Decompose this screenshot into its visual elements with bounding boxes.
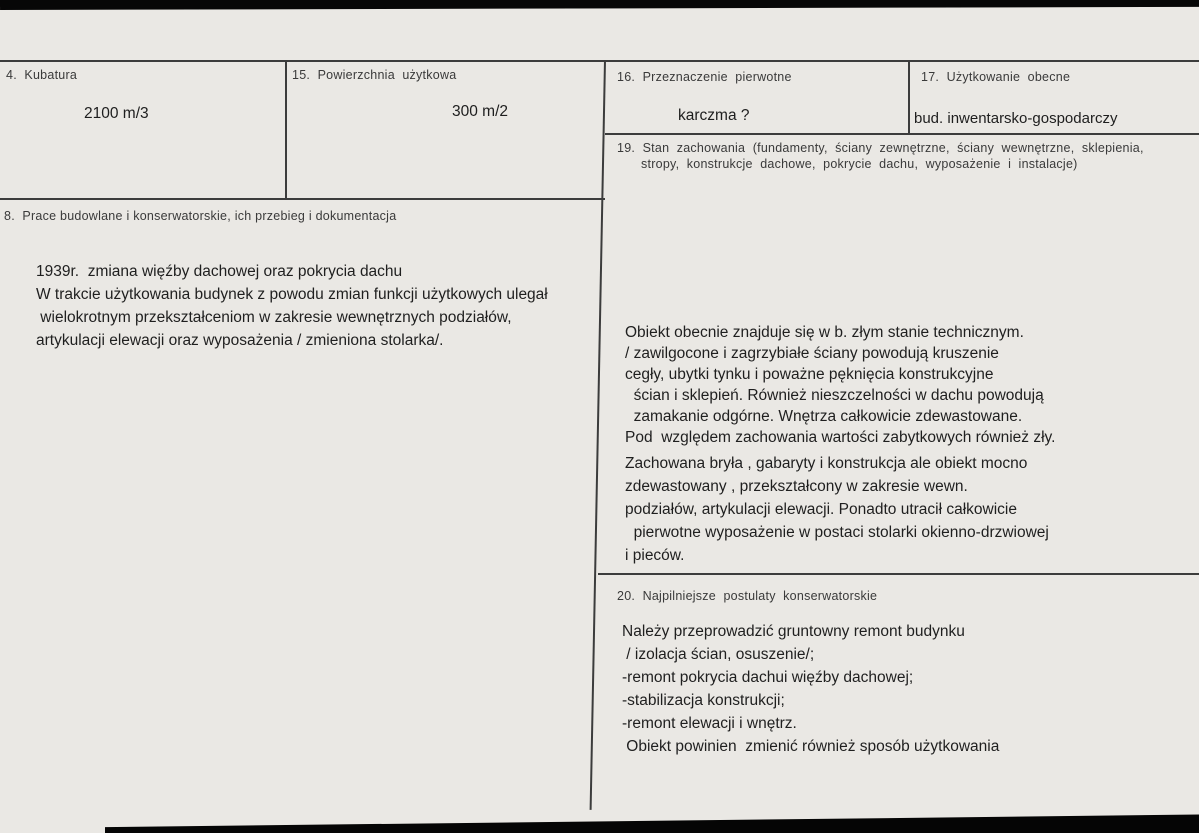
text-line: W trakcie użytkowania budynek z powodu zmian funkcji użytkowych ulegał <box>36 286 548 303</box>
text-line: i pieców. <box>625 547 685 564</box>
text-line: -remont elewacji i wnętrz. <box>622 715 797 732</box>
text-line: -stabilizacja konstrukcji; <box>622 692 785 709</box>
text-line: 1939r. zmiana więźby dachowej oraz pokrycia dachu <box>36 263 403 280</box>
text-line: Należy przeprowadzić gruntowny remont budynku <box>622 623 965 640</box>
field19-paragraph-1 <box>625 322 1055 448</box>
text-line: zdewastowany , przekształcony w zakresie wewn. <box>625 478 968 495</box>
field14-value: 2100 m/3 <box>84 105 149 122</box>
text-line: pierwotne wyposażenie w postaci stolarki okienno-drzwiowej <box>625 524 1049 541</box>
field14-label: 4. Kubatura <box>6 68 78 82</box>
rule-header-top <box>0 60 1199 62</box>
text-line: / zawilgocone i zagrzybiałe ściany powodują kruszenie <box>625 345 999 362</box>
rule-left-mid <box>0 198 605 200</box>
text-line: Obiekt obecnie znajduje się w b. złym stanie technicznym. <box>625 324 1024 341</box>
text-line: / izolacja ścian, osuszenie/; <box>622 646 815 663</box>
text-line: -remont pokrycia dachui więźby dachowej; <box>622 669 914 686</box>
field17-label: 17. Użytkowanie obecne <box>921 70 1071 84</box>
field15-value: 300 m/2 <box>452 103 509 120</box>
field18-text <box>36 260 548 352</box>
text-line: wielokrotnym przekształceniom w zakresie wewnętrznych podziałów, <box>36 309 512 326</box>
rule-right-1 <box>605 133 1199 135</box>
text-line: Zachowana bryła , gabaryty i konstrukcja ale obiekt mocno <box>625 455 1028 472</box>
field17-value: bud. inwentarsko-gospodarczy <box>914 110 1118 127</box>
scan-edge-top <box>0 0 1199 10</box>
rule-main-vertical <box>590 60 606 810</box>
text-line: Obiekt powinien zmienić również sposób użytkowania <box>622 738 1000 755</box>
field18-label: 8. Prace budowlane i konserwatorskie, ich przebieg i dokumentacja <box>4 209 397 223</box>
field19-label-line1: 19. Stan zachowania (fundamenty, ściany zewnętrzne, ściany wewnętrzne, sklepienia, <box>617 141 1144 155</box>
field16-label: 16. Przeznaczenie pierwotne <box>617 70 792 84</box>
text-line: artykulacji elewacji oraz wyposażenia / zmieniona stolarka/. <box>36 332 444 349</box>
field20-text <box>622 620 999 758</box>
field19-paragraph-2 <box>625 452 1049 567</box>
text-line: Pod względem zachowania wartości zabytkowych również zły. <box>625 429 1056 446</box>
field16-value: karczma ? <box>678 107 750 124</box>
text-line: zamakanie odgórne. Wnętrza całkowicie zdewastowane. <box>625 408 1023 425</box>
field15-label: 15. Powierzchnia użytkowa <box>292 68 457 82</box>
rule-divider-14-15 <box>285 60 287 200</box>
text-line: ścian i sklepień. Również nieszczelności w dachu powodują <box>625 387 1044 404</box>
field20-label: 20. Najpilniejsze postulaty konserwatorskie <box>617 589 878 603</box>
rule-right-2 <box>598 573 1199 575</box>
text-line: podziałów, artykulacji elewacji. Ponadto utracił całkowicie <box>625 501 1017 518</box>
text-line: cegły, ubytki tynku i poważne pęknięcia konstrukcyjne <box>625 366 994 383</box>
field19-label-line2: stropy, konstrukcje dachowe, pokrycie dachu, wyposażenie i instalacje) <box>641 157 1078 171</box>
rule-divider-16-17 <box>908 60 910 135</box>
scan-edge-bottom <box>105 812 1199 833</box>
